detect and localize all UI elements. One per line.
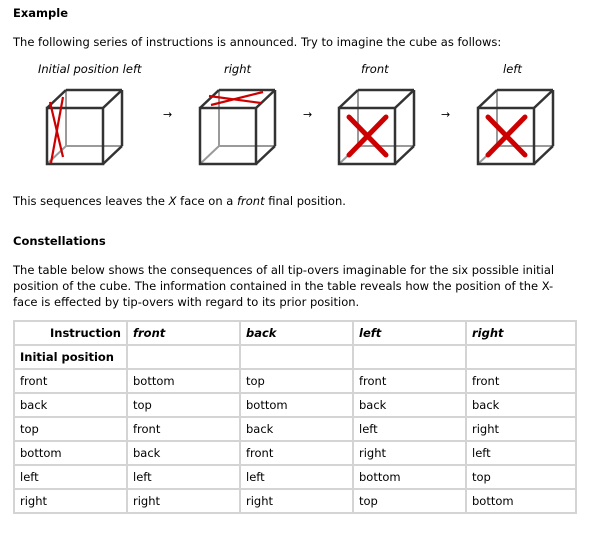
table-cell: front (127, 417, 240, 441)
table-cell: top (466, 465, 576, 489)
table-cell: top (127, 393, 240, 417)
table-subheader-row (14, 345, 576, 369)
cube-label-1: Initial position left (38, 62, 142, 76)
cube-label-4: left (503, 62, 522, 76)
constellations-paragraph: The table below shows the consequences of all tip-overs imaginable for the six possible initial position of the cube. The information contained in the table reveals how the position of the X-face is effected by tip-overs with regard to its prior position. (13, 263, 555, 309)
cube-diagram-front (336, 87, 422, 173)
result-suffix: final position. (264, 194, 346, 208)
cube-diagram-initial-left (44, 87, 130, 173)
table-cell (353, 345, 466, 369)
result-prefix: This sequences leaves the (13, 194, 169, 208)
example-heading: Example (13, 6, 68, 20)
result-x: X (168, 194, 177, 208)
table-cell: back (466, 393, 576, 417)
table-row (14, 489, 576, 513)
table-row (14, 369, 576, 393)
corner-header: Instruction (14, 321, 127, 345)
column-header-right: right (466, 321, 576, 345)
example-result (13, 194, 346, 208)
example-intro: The following series of instructions is announced. Try to imagine the cube as follows: (13, 35, 502, 49)
table-cell: top (240, 369, 353, 393)
table-cell: front (240, 441, 353, 465)
row-initial: left (14, 465, 127, 489)
table-cell: front (353, 369, 466, 393)
row-header-label: Initial position (14, 345, 127, 369)
arrow-icon: → (163, 108, 173, 121)
table-cell: back (127, 441, 240, 465)
row-initial: back (14, 393, 127, 417)
row-initial: bottom (14, 441, 127, 465)
table-row (14, 441, 576, 465)
row-initial: top (14, 417, 127, 441)
constellations-heading: Constellations (13, 234, 106, 248)
table-cell: top (353, 489, 466, 513)
table-row (14, 393, 576, 417)
tip-over-table (13, 320, 577, 514)
table-cell (240, 345, 353, 369)
table-cell: back (353, 393, 466, 417)
table-cell: right (127, 489, 240, 513)
row-initial: front (14, 369, 127, 393)
table-cell: left (466, 441, 576, 465)
cube-diagram-left (475, 87, 561, 173)
table-cell: front (466, 369, 576, 393)
table-cell: bottom (127, 369, 240, 393)
arrow-icon: → (441, 108, 451, 121)
table-cell: left (353, 417, 466, 441)
table-cell: back (240, 417, 353, 441)
cube-diagram-right (197, 87, 283, 173)
cube-label-3: front (361, 62, 389, 76)
table-cell: right (466, 417, 576, 441)
row-initial: right (14, 489, 127, 513)
table-header-row (14, 321, 576, 345)
table-cell: left (240, 465, 353, 489)
table-row (14, 465, 576, 489)
table-cell: right (240, 489, 353, 513)
table-cell: bottom (240, 393, 353, 417)
column-header-left: left (353, 321, 466, 345)
table-cell: bottom (353, 465, 466, 489)
table-cell: left (127, 465, 240, 489)
result-front: front (236, 194, 265, 208)
table-cell: right (353, 441, 466, 465)
result-mid: face on a (176, 194, 237, 208)
column-header-front: front (127, 321, 240, 345)
arrow-icon: → (303, 108, 313, 121)
table-row (14, 417, 576, 441)
cube-label-2: right (224, 62, 252, 76)
table-cell (466, 345, 576, 369)
table-cell (127, 345, 240, 369)
column-header-back: back (240, 321, 353, 345)
table-cell: bottom (466, 489, 576, 513)
